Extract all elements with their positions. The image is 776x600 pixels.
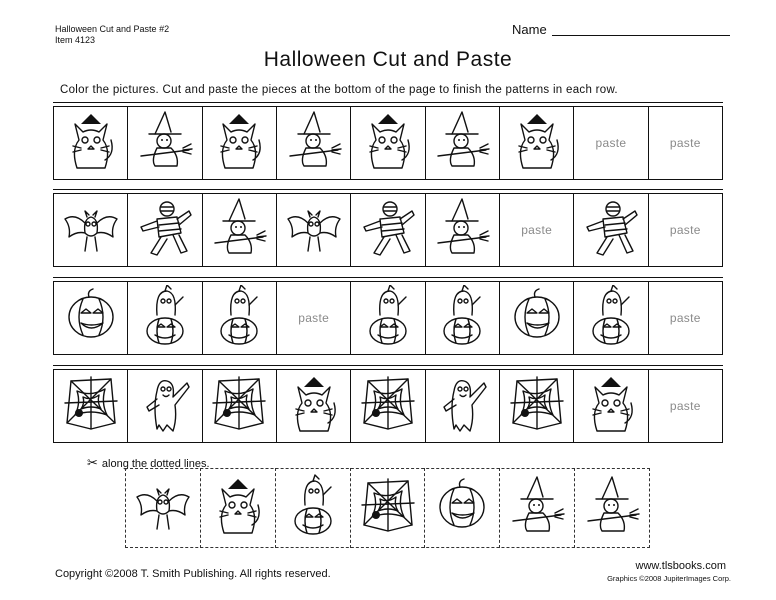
paste-slot[interactable]	[500, 194, 574, 266]
picture-cell	[500, 370, 574, 442]
web-icon	[509, 373, 565, 440]
picture-cell	[500, 282, 574, 354]
cutout-piece[interactable]	[574, 468, 650, 548]
graphics-credit: Graphics ©2008 JupiterImages Corp.	[607, 574, 731, 583]
paste-slot[interactable]	[649, 370, 722, 442]
web-icon	[360, 373, 416, 440]
picture-cell	[351, 194, 425, 266]
picture-cell	[203, 194, 277, 266]
cutout-piece[interactable]	[200, 468, 275, 548]
scissors-icon: ✂	[87, 455, 98, 470]
bat-icon	[63, 197, 119, 264]
ghost-pumpkin-icon	[360, 285, 416, 352]
picture-cell	[574, 282, 648, 354]
pattern-row-4	[53, 369, 723, 443]
paste-label: paste	[521, 223, 553, 237]
pattern-row-3	[53, 281, 723, 355]
pattern-row-1	[53, 106, 723, 180]
page-title: Halloween Cut and Paste	[263, 48, 513, 71]
paste-label: paste	[298, 311, 330, 325]
picture-cell	[574, 194, 648, 266]
cat-icon	[286, 373, 342, 440]
paste-slot[interactable]	[649, 194, 722, 266]
picture-cell	[54, 107, 128, 179]
cat-icon	[583, 373, 639, 440]
picture-cell	[426, 107, 500, 179]
ghost-icon	[434, 373, 490, 440]
cutout-piece[interactable]	[424, 468, 499, 548]
paste-label: paste	[669, 399, 701, 413]
pattern-row-2	[53, 193, 723, 267]
pumpkin-icon	[434, 474, 490, 543]
bat-icon	[286, 197, 342, 264]
pumpkin-icon	[509, 285, 565, 352]
paste-label: paste	[669, 311, 701, 325]
picture-cell	[54, 194, 128, 266]
witch-icon	[434, 197, 490, 264]
cutout-piece[interactable]	[350, 468, 425, 548]
cat-icon	[509, 110, 565, 177]
picture-cell	[277, 370, 351, 442]
cut-text: along the dotted lines.	[101, 458, 210, 470]
picture-cell	[277, 194, 351, 266]
witch-icon	[434, 110, 490, 177]
paste-label: paste	[669, 223, 701, 237]
paste-slot[interactable]	[649, 107, 722, 179]
web-icon	[63, 373, 119, 440]
picture-cell	[203, 282, 277, 354]
witch-icon	[584, 474, 640, 543]
picture-cell	[426, 370, 500, 442]
picture-cell	[203, 370, 277, 442]
website-url: www.tlsbooks.com	[635, 560, 726, 572]
paste-slot[interactable]	[649, 282, 722, 354]
picture-cell	[128, 282, 202, 354]
name-field[interactable]	[552, 35, 730, 36]
picture-cell	[54, 370, 128, 442]
paste-label: paste	[669, 136, 701, 150]
picture-cell	[128, 370, 202, 442]
mummy-icon	[137, 197, 193, 264]
pumpkin-icon	[63, 285, 119, 352]
cutout-piece[interactable]	[275, 468, 350, 548]
picture-cell	[351, 282, 425, 354]
cat-icon	[360, 110, 416, 177]
web-icon	[211, 373, 267, 440]
witch-icon	[137, 110, 193, 177]
cat-icon	[211, 110, 267, 177]
ghost-pumpkin-icon	[285, 474, 341, 543]
picture-cell	[351, 370, 425, 442]
picture-cell	[351, 107, 425, 179]
picture-cell	[426, 282, 500, 354]
picture-cell	[277, 107, 351, 179]
picture-cell	[128, 194, 202, 266]
picture-cell	[500, 107, 574, 179]
paste-slot[interactable]	[277, 282, 351, 354]
picture-cell	[54, 282, 128, 354]
witch-icon	[286, 110, 342, 177]
mummy-icon	[360, 197, 416, 264]
ghost-pumpkin-icon	[583, 285, 639, 352]
cutout-piece[interactable]	[125, 468, 200, 548]
witch-icon	[211, 197, 267, 264]
paste-label: paste	[595, 136, 627, 150]
witch-icon	[509, 474, 565, 543]
picture-cell	[574, 370, 648, 442]
cutout-pieces	[125, 468, 650, 548]
ghost-pumpkin-icon	[137, 285, 193, 352]
ghost-icon	[137, 373, 193, 440]
copyright: Copyright ©2008 T. Smith Publishing. All rights reserved.	[55, 568, 331, 580]
item-number: Item 4123	[55, 35, 96, 45]
bat-icon	[135, 474, 191, 543]
ghost-pumpkin-icon	[434, 285, 490, 352]
picture-cell	[128, 107, 202, 179]
paste-slot[interactable]	[574, 107, 648, 179]
cutout-piece[interactable]	[499, 468, 574, 548]
worksheet-header	[55, 24, 169, 46]
picture-cell	[426, 194, 500, 266]
cat-icon	[210, 474, 266, 543]
worksheet-id: Halloween Cut and Paste #2	[55, 24, 170, 34]
instructions: Color the pictures. Cut and paste the pieces at the bottom of the page to finish the patterns in each row.	[60, 84, 618, 96]
mummy-icon	[583, 197, 639, 264]
web-icon	[360, 474, 416, 543]
ghost-pumpkin-icon	[211, 285, 267, 352]
name-label: Name	[512, 22, 547, 37]
picture-cell	[203, 107, 277, 179]
cat-icon	[63, 110, 119, 177]
